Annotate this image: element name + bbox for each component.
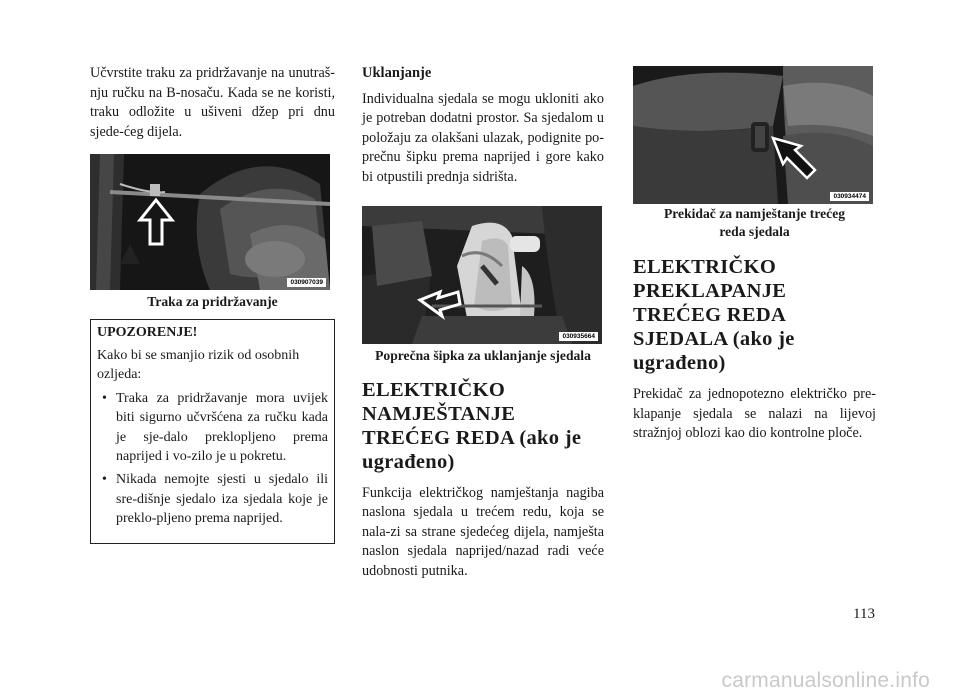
removal-paragraph: Individualna sjedala se mogu ukloniti ako je potreban dodatni prostor. Sa sjedalom u položaju za olakšani ulazak, podignite po-prečnu šipku prema naprijed i gore kako bi otpustili prednja sidrišta. (362, 90, 604, 185)
bullet-icon: • (102, 390, 107, 406)
removal-subheading: Uklanjanje (362, 65, 432, 81)
warning-box (90, 319, 335, 544)
crossbar-caption: Poprečna šipka za uklanjanje sjedala (375, 347, 591, 363)
crossbar-photo-image (362, 206, 602, 344)
warning-item: • Nikada nemojte sjesti u sjedalo ili sre-dišnje sjedalo iza sjedala koje je preklo-pljeno prema naprijed. (102, 472, 328, 527)
warning-list (97, 389, 328, 529)
figure-code: 030907039 (287, 278, 326, 287)
column-left (90, 64, 335, 544)
switch-photo (633, 66, 873, 204)
strap-caption: Traka za pridržavanje (147, 294, 278, 309)
watermark: carmanualsonline.info (721, 669, 930, 692)
switch-photo-image (633, 66, 873, 204)
warning-title: UPOZORENJE! (97, 325, 198, 340)
power-fold-paragraph: Prekidač za jednopotezno električko pre-klapanje sjedala se nalazi na lijevoj stražnjoj oblozi kao dio kontrolne ploče. (633, 386, 876, 442)
strap-photo (90, 154, 330, 290)
crossbar-photo (362, 206, 602, 344)
column-middle (362, 64, 604, 582)
switch-caption: Prekidač za namještanje trećeg reda sjedala (663, 206, 846, 239)
column-right (633, 64, 876, 444)
figure-code: 030934474 (830, 192, 869, 201)
bullet-icon: • (102, 472, 107, 488)
figure-code: 030935664 (559, 332, 598, 341)
page-number: 113 (853, 606, 875, 622)
strap-figure (90, 154, 335, 311)
section-title-power-fold: ELEKTRIČKO PREKLAPANJE TREĆEG REDA SJEDALA (ako je ugrađeno) (633, 256, 795, 374)
crossbar-figure (362, 206, 604, 365)
switch-figure (633, 66, 876, 241)
warning-item: • Traka za pridržavanje mora uvijek biti sigurno učvršćena za ručku kada je sje-dalo preklopljeno prema naprijed i vo-zilo je u pokretu. (102, 390, 328, 465)
warning-lead: Kako bi se smanjio rizik od osobnih ozljeda: (97, 348, 300, 383)
intro-paragraph: Učvrstite traku za pridržavanje na unutraš-nju ručku na B-nosaču. Kada se ne koristi, traku odložite u ušiveni džep pri dnu sjede-ćeg dijela. (90, 65, 335, 140)
strap-photo-image (90, 154, 330, 290)
section-title-power-recline: ELEKTRIČKO NAMJEŠTANJE TREĆEG REDA (ako je ugrađeno) (362, 378, 582, 473)
power-recline-paragraph: Funkcija električkog namještanja nagiba naslona sjedala u trećem redu, koja se nala-zi sa strane sjedećeg dijela, namješta naslon sjedala naprijed/nazad radi veće udobnosti putnika. (362, 484, 604, 579)
